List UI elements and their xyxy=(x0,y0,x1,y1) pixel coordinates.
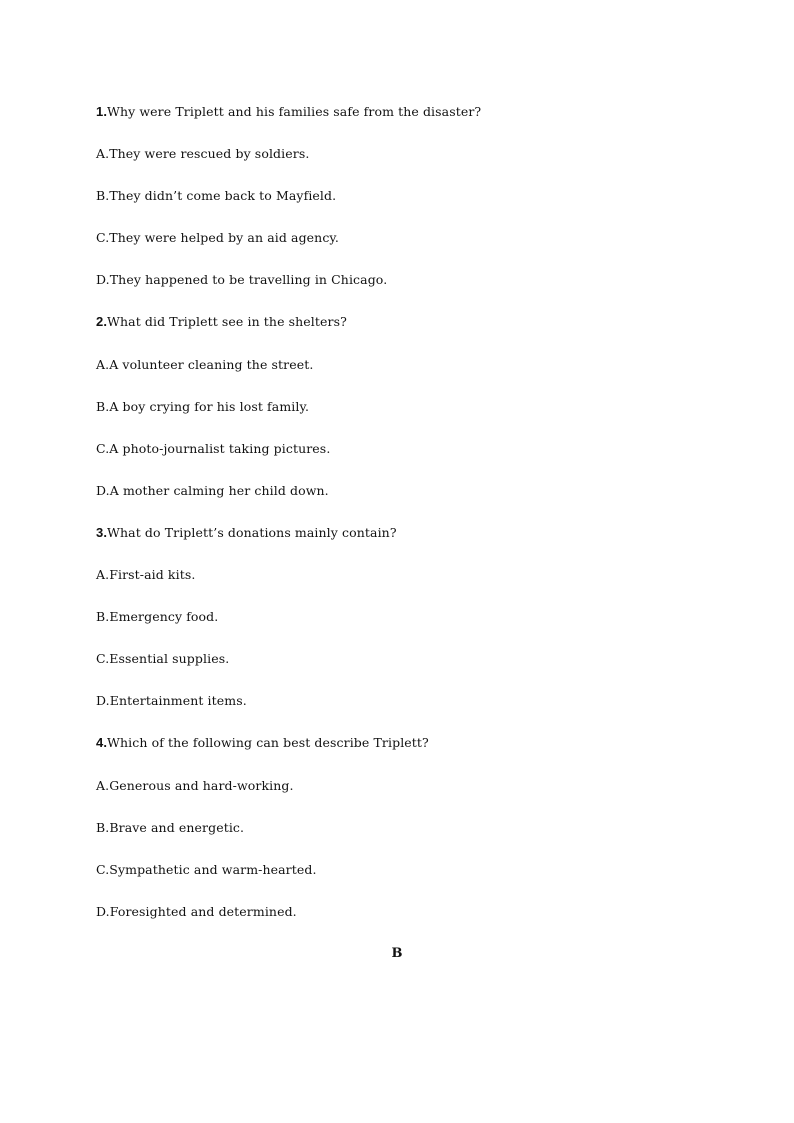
option-2a: A.A volunteer cleaning the street. xyxy=(96,356,314,372)
question-text-4: Which of the following can best describe Triplett? xyxy=(107,735,429,751)
question-number-1: 1. xyxy=(96,104,108,119)
question-stem-1 xyxy=(96,101,736,143)
option-4b: B.Brave and energetic. xyxy=(96,819,245,835)
question-stem-3 xyxy=(96,522,736,564)
question-number-2: 2. xyxy=(96,314,108,330)
option-2d: D.A mother calming her child down. xyxy=(96,482,329,498)
question-stem-2 xyxy=(96,311,736,353)
option-3b: B.Emergency food. xyxy=(96,609,219,625)
question-text-2: What did Triplett see in the shelters? xyxy=(107,314,347,330)
question-list xyxy=(96,101,736,943)
option-4d: D.Foresighted and determined. xyxy=(96,903,297,919)
option-2c: C.A photo-journalist taking pictures. xyxy=(96,440,331,456)
option-1b: B.They didn’t come back to Mayfield. xyxy=(96,188,337,204)
option-4c: C.Sympathetic and warm-hearted. xyxy=(96,861,317,877)
option-2b: B.A boy crying for his lost family. xyxy=(96,398,310,414)
question-stem-4 xyxy=(96,732,736,774)
option-3a: A.First-aid kits. xyxy=(96,567,196,583)
option-1d: D.They happened to be travelling in Chicago. xyxy=(96,272,388,288)
question-text-3: What do Triplett’s donations mainly contain? xyxy=(107,524,397,540)
question-number-3: 3. xyxy=(96,524,108,540)
option-1a: A.They were rescued by soldiers. xyxy=(96,146,310,162)
option-4a: A.Generous and hard-working. xyxy=(96,777,294,793)
option-1c: C.They were helped by an aid agency. xyxy=(96,230,339,246)
option-3c: C.Essential supplies. xyxy=(96,651,230,667)
option-3d: D.Entertainment items. xyxy=(96,693,247,709)
question-number-4: 4. xyxy=(96,735,108,751)
question-text-1: Why were Triplett and his families safe from the disaster? xyxy=(107,104,482,119)
section-label: B xyxy=(391,946,403,961)
